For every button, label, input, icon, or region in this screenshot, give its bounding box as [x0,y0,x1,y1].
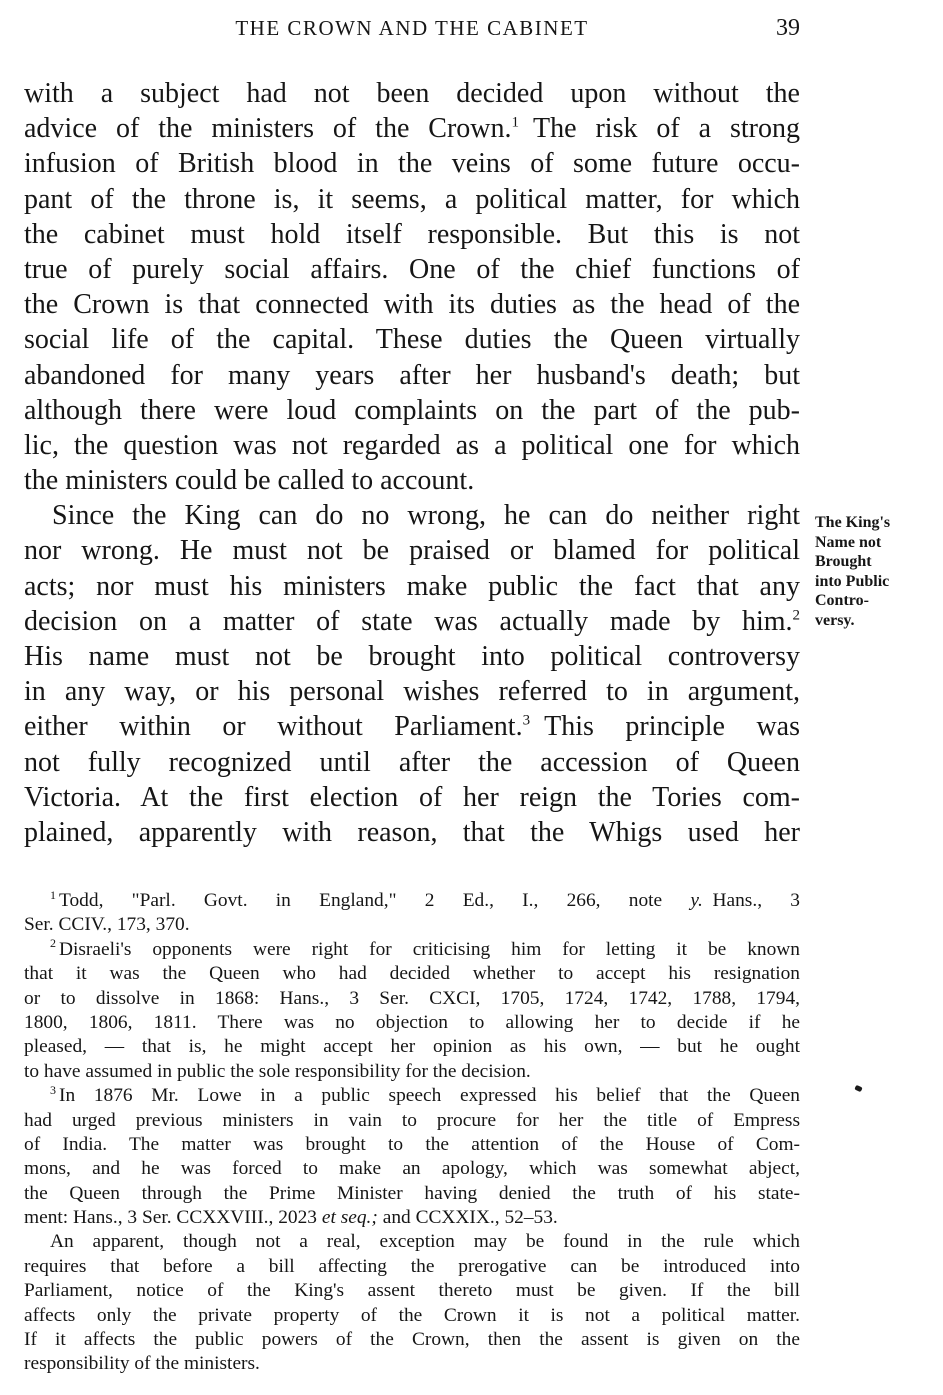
running-head [24,12,800,44]
footnote-line: An apparent, though not a real, exception may be found in the rule which [50,1231,800,1253]
marginal-note-line: Contro- [815,592,869,609]
footnote-ref: 3 [522,713,531,730]
footnote-line: $^2$ Disraeli's opponents were right for criticising him for letting it be known [50,936,800,960]
footnote-line: pleased, — that is, he might accept her opinion as his own, — but he ought [24,1036,800,1058]
text-line: plained, apparently with reason, that the Whigs used her [24,816,800,848]
text-line: in any way, or his personal wishes referred to in argument, [24,676,800,708]
text-line: true of purely social affairs. One of the chief functions of [24,253,800,285]
text-line: social life of the capital. These duties the Queen virtually [24,324,800,356]
footnote-line: or to dissolve in 1868: Hans., 3 Ser. CXCI, 1705, 1724, 1742, 1788, 1794, [24,987,800,1009]
text-line: Victoria. At the first election of her reign the Tories com- [24,781,800,813]
text-line: abandoned for many years after her husband's death; but [24,359,800,391]
text-line: with a subject had not been decided upon without the [24,78,800,109]
text-line: lic, the question was not regarded as a political one for which [24,429,800,461]
footnote-line: responsibility of the ministers. [24,1353,260,1375]
ink-speck [854,1085,862,1092]
page-number: 39 [776,15,800,41]
footnote-number: 1 [50,887,56,902]
footnote-ref: 2 [792,607,800,624]
marginal-note-line: into Public [815,572,890,590]
footnote-line: affects only the private property of the Crown it is not a political matter. [24,1304,800,1326]
marginal-note [815,513,937,630]
text-line: the ministers could be called to account. [24,465,475,497]
footnote-line: requires that before a bill affecting the prerogative can be introduced into [24,1255,800,1277]
marginal-note-line: versy. [815,611,855,629]
footnote-line: If it affects the public powers of the Crown, then the assent is given on the [24,1329,800,1351]
marginal-note-line: The King's [815,514,891,531]
footnote-number: 3 [50,1082,56,1097]
text-line: advice of the ministers of the Crown.$^1$ The risk of a strong [24,113,800,145]
marginal-note-line: Brought [815,553,872,570]
footnote-line: of India. The matter was brought to the attention of the House of Com- [24,1133,800,1155]
running-title: THE CROWN AND THE CABINET [235,16,589,40]
footnote-ref: 1 [511,114,520,131]
text-line: nor wrong. He must not be praised or blamed for political [24,535,800,567]
footnote-line: $^3$ In 1876 Mr. Lowe in a public speech expressed his belief that the Queen [50,1082,800,1107]
text-line: the cabinet must hold itself responsible. But this is not [24,218,800,250]
body-text [24,76,800,850]
text-line: either within or without Parliament.$^3$ This principle was [24,711,800,743]
footnote-line: had urged previous ministers in vain to procure for her the title of Empress [24,1109,800,1131]
text-line: pant of the throne is, it seems, a political matter, for which [24,183,800,215]
footnote-line: that it was the Queen who had decided whether to accept his resignation [24,963,800,985]
text-line: although there were loud complaints on the part of the pub- [24,394,800,426]
footnotes [24,889,800,1377]
footnote-line: Ser. CCIV., 173, 370. [24,914,190,936]
text-line: Since the King can do no wrong, he can do neither right [52,500,800,532]
footnote-line: mons, and he was forced to make an apology, which was somewhat abject, [24,1158,800,1180]
text-line: decision on a matter of state was actually made by him.$^2$ [24,605,800,637]
text-line: His name must not be brought into political controversy [24,641,800,672]
text-line: not fully recognized until after the accession of Queen [24,746,800,778]
footnote-line: 1800, 1806, 1811. There was no objection to allowing her to decide if he [24,1011,800,1033]
text-line: infusion of British blood in the veins of some future occu- [24,148,800,180]
marginal-note-line: Name not [815,533,882,551]
text-line: acts; nor must his ministers make public the fact that any [24,570,800,602]
footnote-line: to have assumed in public the sole responsibility for the decision. [24,1060,531,1082]
footnote-line: the Queen through the Prime Minister having denied the truth of his state- [24,1182,800,1204]
text-line: the Crown is that connected with its duties as the head of the [24,289,800,321]
footnote-line: ment: Hans., 3 Ser. CCXXVIII., 2023 et seq.; and CCXXIX., 52–53. [24,1207,558,1229]
footnote-line: $^1$ Todd, "Parl. Govt. in England," 2 Ed., I., 266, note y. Hans., 3 [50,887,800,911]
footnote-line: Parliament, notice of the King's assent thereto must be given. If the bill [24,1280,800,1302]
footnote-number: 2 [50,936,56,951]
